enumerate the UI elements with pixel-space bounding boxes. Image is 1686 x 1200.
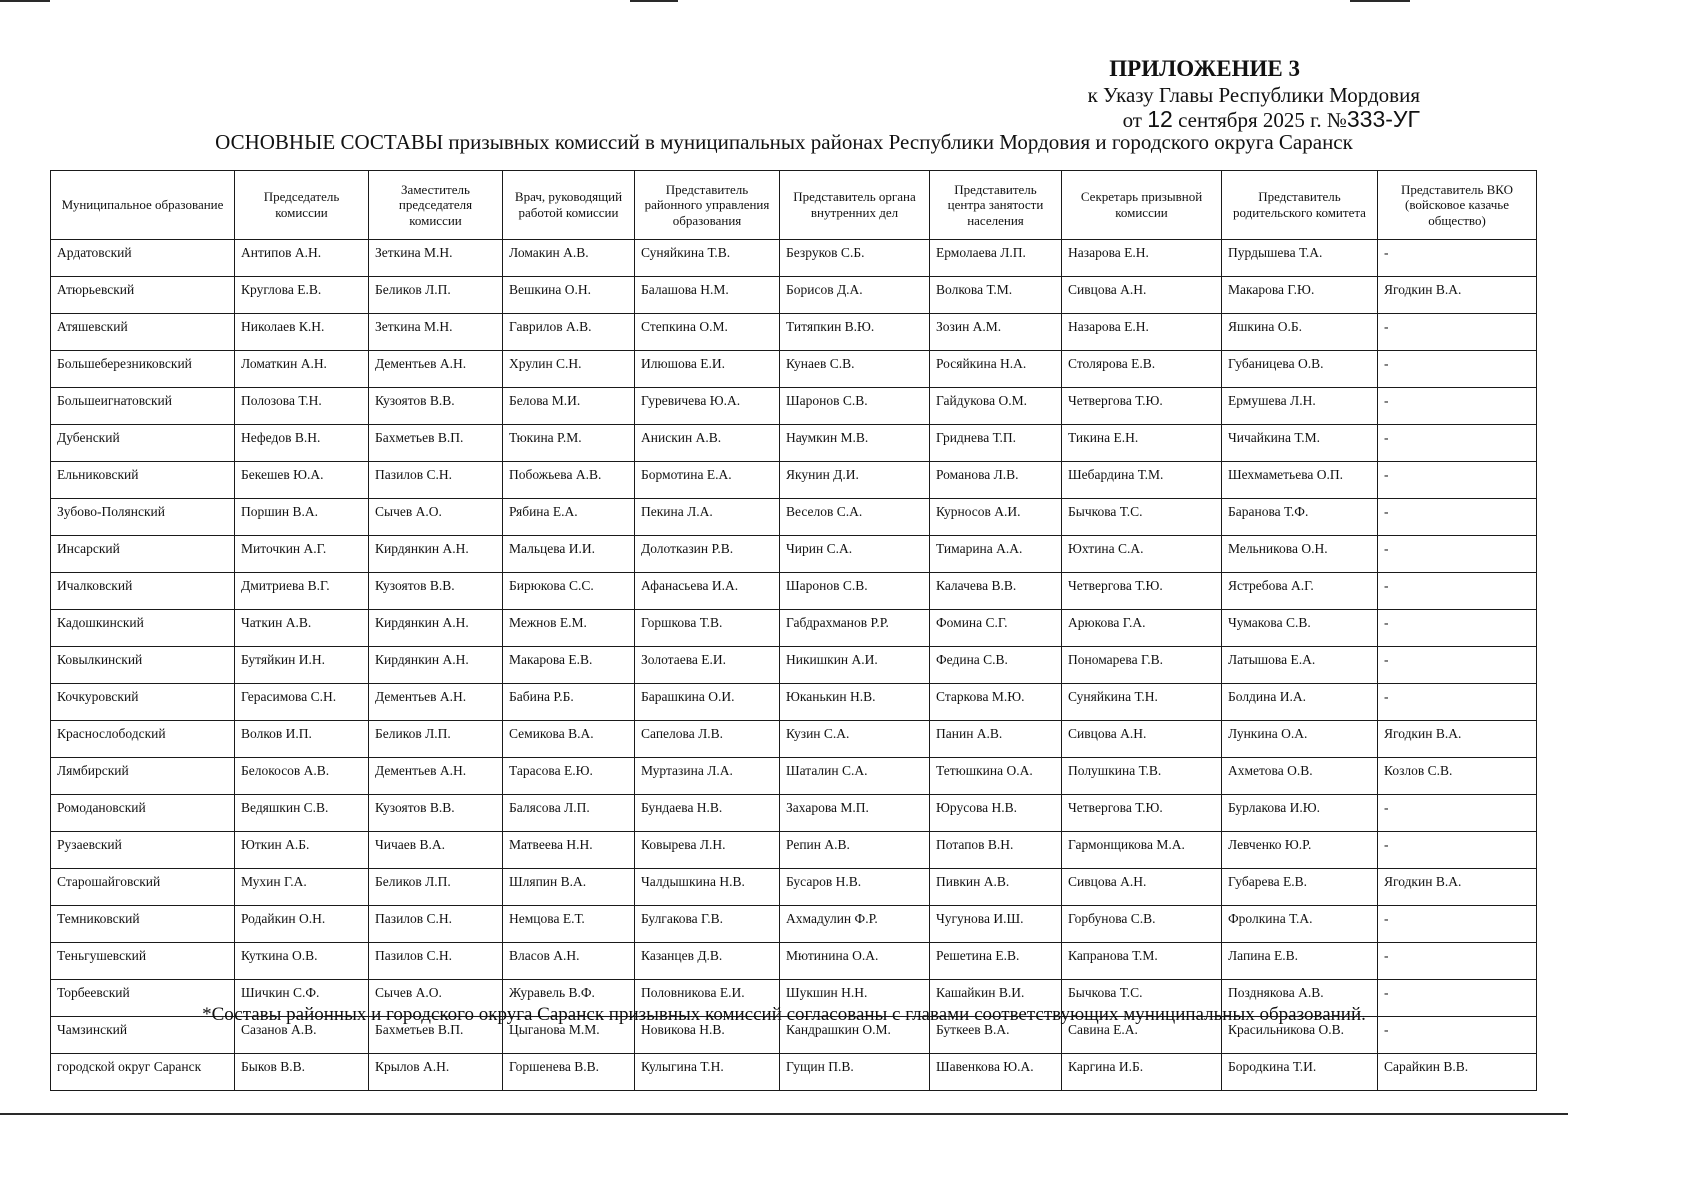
member-cell: Новикова Н.В.: [635, 1017, 780, 1054]
member-cell: Якунин Д.И.: [780, 462, 930, 499]
member-cell: Зеткина М.Н.: [369, 240, 503, 277]
member-cell: Зозин А.М.: [930, 314, 1062, 351]
member-cell: Сычев А.О.: [369, 499, 503, 536]
scan-edge-top-left: [0, 0, 50, 2]
column-header: Врач, руководящий работой комиссии: [503, 171, 635, 240]
member-cell: Калачева В.В.: [930, 573, 1062, 610]
municipality-cell: Ромодановский: [51, 795, 235, 832]
scan-edge-top-right: [1350, 0, 1410, 2]
municipality-cell: Кадошкинский: [51, 610, 235, 647]
member-cell: -: [1378, 573, 1537, 610]
table-row: [51, 314, 1537, 351]
member-cell: Тюкина Р.М.: [503, 425, 635, 462]
member-cell: Шляпин В.А.: [503, 869, 635, 906]
member-cell: Поршин В.А.: [235, 499, 369, 536]
member-cell: Мельникова О.Н.: [1222, 536, 1378, 573]
member-cell: Фролкина Т.А.: [1222, 906, 1378, 943]
member-cell: Кузоятов В.В.: [369, 388, 503, 425]
column-header: Председатель комиссии: [235, 171, 369, 240]
table-body: [51, 240, 1537, 1091]
member-cell: Бычкова Т.С.: [1062, 499, 1222, 536]
member-cell: Мютинина О.А.: [780, 943, 930, 980]
date-rest: сентября 2025 г. №: [1178, 108, 1347, 133]
footnote: *Составы районных и городского округа Саранск призывных комиссий согласованы с главами соответствующих муниципальных образований.: [202, 1004, 1366, 1025]
member-cell: Юткин А.Б.: [235, 832, 369, 869]
member-cell: Бормотина Е.А.: [635, 462, 780, 499]
member-cell: Зеткина М.Н.: [369, 314, 503, 351]
member-cell: -: [1378, 499, 1537, 536]
member-cell: Бабина Р.Б.: [503, 684, 635, 721]
member-cell: Рябина Е.А.: [503, 499, 635, 536]
municipality-cell: Старошайговский: [51, 869, 235, 906]
member-cell: Долотказин Р.В.: [635, 536, 780, 573]
member-cell: Кунаев С.В.: [780, 351, 930, 388]
member-cell: Ахметова О.В.: [1222, 758, 1378, 795]
member-cell: Родайкин О.Н.: [235, 906, 369, 943]
scan-edge-bottom: [0, 1113, 1568, 1115]
date-prefix: от: [1122, 108, 1142, 133]
member-cell: Баранова Т.Ф.: [1222, 499, 1378, 536]
table-row: [51, 462, 1537, 499]
member-cell: Муртазина Л.А.: [635, 758, 780, 795]
member-cell: Красильникова О.В.: [1222, 1017, 1378, 1054]
member-cell: Габдрахманов Р.Р.: [780, 610, 930, 647]
member-cell: Ермушева Л.Н.: [1222, 388, 1378, 425]
table-row: [51, 351, 1537, 388]
member-cell: Ягодкин В.А.: [1378, 721, 1537, 758]
member-cell: -: [1378, 240, 1537, 277]
member-cell: Чичайкина Т.М.: [1222, 425, 1378, 462]
member-cell: Волкова Т.М.: [930, 277, 1062, 314]
member-cell: Гущин П.В.: [780, 1054, 930, 1091]
appendix-reference: к Указу Главы Республики Мордовия: [1087, 82, 1420, 107]
member-cell: Столярова Е.В.: [1062, 351, 1222, 388]
member-cell: -: [1378, 610, 1537, 647]
member-cell: Тимарина А.А.: [930, 536, 1062, 573]
member-cell: Горшенева В.В.: [503, 1054, 635, 1091]
municipality-cell: Рузаевский: [51, 832, 235, 869]
member-cell: -: [1378, 906, 1537, 943]
member-cell: Лапина Е.В.: [1222, 943, 1378, 980]
member-cell: Латышова Е.А.: [1222, 647, 1378, 684]
member-cell: Межнов Е.М.: [503, 610, 635, 647]
member-cell: Ермолаева Л.П.: [930, 240, 1062, 277]
member-cell: Кандрашкин О.М.: [780, 1017, 930, 1054]
column-header: Секретарь призывной комиссии: [1062, 171, 1222, 240]
member-cell: Болдина И.А.: [1222, 684, 1378, 721]
member-cell: Шичкин С.Ф.: [235, 980, 369, 1017]
municipality-cell: Ковылкинский: [51, 647, 235, 684]
municipality-cell: Атяшевский: [51, 314, 235, 351]
column-header: Представитель ВКО (войсковое казачье общество): [1378, 171, 1537, 240]
scan-edge-top-center: [630, 0, 678, 2]
member-cell: Тетюшкина О.А.: [930, 758, 1062, 795]
member-cell: Суняйкина Т.Н.: [1062, 684, 1222, 721]
member-cell: Сивцова А.Н.: [1062, 721, 1222, 758]
decree-number: 333-УГ: [1346, 106, 1420, 133]
table-row: [51, 869, 1537, 906]
member-cell: Репин А.В.: [780, 832, 930, 869]
table-row: [51, 758, 1537, 795]
table-row: [51, 610, 1537, 647]
member-cell: -: [1378, 684, 1537, 721]
member-cell: Золотаева Е.И.: [635, 647, 780, 684]
member-cell: Мухин Г.А.: [235, 869, 369, 906]
member-cell: Николаев К.Н.: [235, 314, 369, 351]
table-row: [51, 277, 1537, 314]
member-cell: Четвергова Т.Ю.: [1062, 795, 1222, 832]
member-cell: Назарова Е.Н.: [1062, 240, 1222, 277]
member-cell: Назарова Е.Н.: [1062, 314, 1222, 351]
member-cell: Кирдянкин А.Н.: [369, 536, 503, 573]
member-cell: Шехмаметьева О.П.: [1222, 462, 1378, 499]
member-cell: Побожьева А.В.: [503, 462, 635, 499]
column-header: Представитель органа внутренних дел: [780, 171, 930, 240]
member-cell: Нефедов В.Н.: [235, 425, 369, 462]
column-header: Представитель районного управления образования: [635, 171, 780, 240]
table-header-row: [51, 171, 1537, 240]
municipality-cell: Чамзинский: [51, 1017, 235, 1054]
member-cell: Гриднева Т.П.: [930, 425, 1062, 462]
member-cell: Антипов А.Н.: [235, 240, 369, 277]
member-cell: Макарова Е.В.: [503, 647, 635, 684]
member-cell: Матвеева Н.Н.: [503, 832, 635, 869]
member-cell: Шавенкова Ю.А.: [930, 1054, 1062, 1091]
member-cell: Никишкин А.И.: [780, 647, 930, 684]
table-row: [51, 795, 1537, 832]
column-header: Заместитель председателя комиссии: [369, 171, 503, 240]
member-cell: Власов А.Н.: [503, 943, 635, 980]
member-cell: Кузин С.А.: [780, 721, 930, 758]
table-row: [51, 832, 1537, 869]
member-cell: Гармонщикова М.А.: [1062, 832, 1222, 869]
municipality-cell: Дубенский: [51, 425, 235, 462]
member-cell: Ястребова А.Г.: [1222, 573, 1378, 610]
member-cell: Гуревичева Ю.А.: [635, 388, 780, 425]
member-cell: Кашайкин В.И.: [930, 980, 1062, 1017]
member-cell: Суняйкина Т.В.: [635, 240, 780, 277]
member-cell: Половникова Е.И.: [635, 980, 780, 1017]
member-cell: Романова Л.В.: [930, 462, 1062, 499]
member-cell: -: [1378, 314, 1537, 351]
member-cell: Ломаткин А.Н.: [235, 351, 369, 388]
member-cell: Титяпкин В.Ю.: [780, 314, 930, 351]
commission-roster-table: [50, 170, 1537, 1091]
column-header: Представитель родительского комитета: [1222, 171, 1378, 240]
member-cell: Шаталин С.А.: [780, 758, 930, 795]
table-row: [51, 943, 1537, 980]
member-cell: Четвергова Т.Ю.: [1062, 388, 1222, 425]
member-cell: Бурлакова И.Ю.: [1222, 795, 1378, 832]
member-cell: Волков И.П.: [235, 721, 369, 758]
member-cell: Бекешев Ю.А.: [235, 462, 369, 499]
appendix-header: [1088, 56, 1420, 133]
municipality-cell: Теньгушевский: [51, 943, 235, 980]
member-cell: Губаницева О.В.: [1222, 351, 1378, 388]
member-cell: Семикова В.А.: [503, 721, 635, 758]
member-cell: Юканькин Н.В.: [780, 684, 930, 721]
member-cell: Ягодкин В.А.: [1378, 277, 1537, 314]
member-cell: -: [1378, 647, 1537, 684]
document-title: ОСНОВНЫЕ СОСТАВЫ призывных комиссий в муниципальных районах Республики Мордовия и городского округа Саранск: [215, 130, 1353, 154]
member-cell: Чирин С.А.: [780, 536, 930, 573]
member-cell: Савина Е.А.: [1062, 1017, 1222, 1054]
member-cell: Беликов Л.П.: [369, 721, 503, 758]
member-cell: Юхтина С.А.: [1062, 536, 1222, 573]
member-cell: Дементьев А.Н.: [369, 351, 503, 388]
member-cell: Кирдянкин А.Н.: [369, 610, 503, 647]
member-cell: -: [1378, 388, 1537, 425]
member-cell: Сивцова А.Н.: [1062, 869, 1222, 906]
member-cell: Веселов С.А.: [780, 499, 930, 536]
table-row: [51, 499, 1537, 536]
member-cell: Росяйкина Н.А.: [930, 351, 1062, 388]
municipality-cell: Краснослободский: [51, 721, 235, 758]
column-header: Представитель центра занятости населения: [930, 171, 1062, 240]
member-cell: Позднякова А.В.: [1222, 980, 1378, 1017]
member-cell: Казанцев Д.В.: [635, 943, 780, 980]
member-cell: Бирюкова С.С.: [503, 573, 635, 610]
member-cell: Кирдянкин А.Н.: [369, 647, 503, 684]
member-cell: Ковырева Л.Н.: [635, 832, 780, 869]
member-cell: Чалдышкина Н.В.: [635, 869, 780, 906]
column-header: Муниципальное образование: [51, 171, 235, 240]
member-cell: Сапелова Л.В.: [635, 721, 780, 758]
member-cell: Горбунова С.В.: [1062, 906, 1222, 943]
member-cell: Макарова Г.Ю.: [1222, 277, 1378, 314]
municipality-cell: Торбеевский: [51, 980, 235, 1017]
municipality-cell: городской округ Саранск: [51, 1054, 235, 1091]
member-cell: Чичаев В.А.: [369, 832, 503, 869]
member-cell: -: [1378, 462, 1537, 499]
member-cell: Гаврилов А.В.: [503, 314, 635, 351]
municipality-cell: Ардатовский: [51, 240, 235, 277]
member-cell: Четвергова Т.Ю.: [1062, 573, 1222, 610]
member-cell: Пекина Л.А.: [635, 499, 780, 536]
member-cell: Тикина Е.Н.: [1062, 425, 1222, 462]
member-cell: Панин А.В.: [930, 721, 1062, 758]
member-cell: Пурдышева Т.А.: [1222, 240, 1378, 277]
member-cell: Ломакин А.В.: [503, 240, 635, 277]
member-cell: Наумкин М.В.: [780, 425, 930, 462]
member-cell: Гайдукова О.М.: [930, 388, 1062, 425]
member-cell: Чумакова С.В.: [1222, 610, 1378, 647]
member-cell: Захарова М.П.: [780, 795, 930, 832]
member-cell: Бычкова Т.С.: [1062, 980, 1222, 1017]
table-row: [51, 684, 1537, 721]
member-cell: Степкина О.М.: [635, 314, 780, 351]
member-cell: Куткина О.В.: [235, 943, 369, 980]
member-cell: Решетина Е.В.: [930, 943, 1062, 980]
member-cell: Капранова Т.М.: [1062, 943, 1222, 980]
member-cell: Сарайкин В.В.: [1378, 1054, 1537, 1091]
member-cell: Чугунова И.Ш.: [930, 906, 1062, 943]
member-cell: Дементьев А.Н.: [369, 758, 503, 795]
member-cell: Быков В.В.: [235, 1054, 369, 1091]
municipality-cell: Ичалковский: [51, 573, 235, 610]
municipality-cell: Инсарский: [51, 536, 235, 573]
member-cell: Козлов С.В.: [1378, 758, 1537, 795]
date-day: 12: [1147, 106, 1173, 133]
member-cell: -: [1378, 943, 1537, 980]
member-cell: Белова М.И.: [503, 388, 635, 425]
member-cell: Цыганова М.М.: [503, 1017, 635, 1054]
member-cell: -: [1378, 536, 1537, 573]
table-row: [51, 1054, 1537, 1091]
member-cell: Анискин А.В.: [635, 425, 780, 462]
member-cell: Бахметьев В.П.: [369, 1017, 503, 1054]
table-row: [51, 906, 1537, 943]
municipality-cell: Большеберезниковский: [51, 351, 235, 388]
member-cell: Булгакова Г.В.: [635, 906, 780, 943]
member-cell: Журавель В.Ф.: [503, 980, 635, 1017]
table-row: [51, 573, 1537, 610]
member-cell: Юрусова Н.В.: [930, 795, 1062, 832]
member-cell: Ягодкин В.А.: [1378, 869, 1537, 906]
member-cell: Дементьев А.Н.: [369, 684, 503, 721]
member-cell: Левченко Ю.Р.: [1222, 832, 1378, 869]
member-cell: Кузоятов В.В.: [369, 573, 503, 610]
table-row: [51, 240, 1537, 277]
table-row: [51, 388, 1537, 425]
member-cell: Чаткин А.В.: [235, 610, 369, 647]
member-cell: Ахмадулин Ф.Р.: [780, 906, 930, 943]
member-cell: Сивцова А.Н.: [1062, 277, 1222, 314]
table-row: [51, 721, 1537, 758]
member-cell: Шебардина Т.М.: [1062, 462, 1222, 499]
member-cell: Полушкина Т.В.: [1062, 758, 1222, 795]
member-cell: -: [1378, 980, 1537, 1017]
member-cell: Старкова М.Ю.: [930, 684, 1062, 721]
member-cell: Яшкина О.Б.: [1222, 314, 1378, 351]
member-cell: Полозова Т.Н.: [235, 388, 369, 425]
member-cell: Сычев А.О.: [369, 980, 503, 1017]
table-row: [51, 425, 1537, 462]
member-cell: Хрулин С.Н.: [503, 351, 635, 388]
member-cell: Беликов Л.П.: [369, 277, 503, 314]
member-cell: Горшкова Т.В.: [635, 610, 780, 647]
member-cell: Кулыгина Т.Н.: [635, 1054, 780, 1091]
member-cell: Ведяшкин С.В.: [235, 795, 369, 832]
member-cell: Пазилов С.Н.: [369, 943, 503, 980]
member-cell: -: [1378, 1017, 1537, 1054]
member-cell: Губарева Е.В.: [1222, 869, 1378, 906]
member-cell: Бахметьев В.П.: [369, 425, 503, 462]
municipality-cell: Лямбирский: [51, 758, 235, 795]
member-cell: Афанасьева И.А.: [635, 573, 780, 610]
member-cell: Мальцева И.И.: [503, 536, 635, 573]
member-cell: Арюкова Г.А.: [1062, 610, 1222, 647]
member-cell: Крылов А.Н.: [369, 1054, 503, 1091]
member-cell: Бородкина Т.И.: [1222, 1054, 1378, 1091]
member-cell: Барашкина О.И.: [635, 684, 780, 721]
municipality-cell: Ельниковский: [51, 462, 235, 499]
member-cell: Сазанов А.В.: [235, 1017, 369, 1054]
member-cell: Тарасова Е.Ю.: [503, 758, 635, 795]
member-cell: Белокосов А.В.: [235, 758, 369, 795]
member-cell: Балашова Н.М.: [635, 277, 780, 314]
member-cell: Лункина О.А.: [1222, 721, 1378, 758]
member-cell: -: [1378, 832, 1537, 869]
municipality-cell: Атюрьевский: [51, 277, 235, 314]
member-cell: -: [1378, 425, 1537, 462]
member-cell: Дмитриева В.Г.: [235, 573, 369, 610]
member-cell: Беликов Л.П.: [369, 869, 503, 906]
member-cell: Борисов Д.А.: [780, 277, 930, 314]
municipality-cell: Большеигнатовский: [51, 388, 235, 425]
member-cell: Немцова Е.Т.: [503, 906, 635, 943]
member-cell: Каргина И.Б.: [1062, 1054, 1222, 1091]
member-cell: Бундаева Н.В.: [635, 795, 780, 832]
municipality-cell: Темниковский: [51, 906, 235, 943]
member-cell: Миточкин А.Г.: [235, 536, 369, 573]
table-row: [51, 536, 1537, 573]
member-cell: Балясова Л.П.: [503, 795, 635, 832]
member-cell: Герасимова С.Н.: [235, 684, 369, 721]
member-cell: Федина С.В.: [930, 647, 1062, 684]
member-cell: Пазилов С.Н.: [369, 462, 503, 499]
member-cell: -: [1378, 795, 1537, 832]
member-cell: Илюшова Е.И.: [635, 351, 780, 388]
member-cell: Пономарева Г.В.: [1062, 647, 1222, 684]
table-row: [51, 647, 1537, 684]
member-cell: Курносов А.И.: [930, 499, 1062, 536]
member-cell: Фомина С.Г.: [930, 610, 1062, 647]
member-cell: Пивкин А.В.: [930, 869, 1062, 906]
member-cell: Потапов В.Н.: [930, 832, 1062, 869]
appendix-title: ПРИЛОЖЕНИЕ 3: [1109, 56, 1300, 81]
member-cell: Вешкина О.Н.: [503, 277, 635, 314]
member-cell: Шаронов С.В.: [780, 573, 930, 610]
member-cell: Бутяйкин И.Н.: [235, 647, 369, 684]
municipality-cell: Кочкуровский: [51, 684, 235, 721]
member-cell: Бусаров Н.В.: [780, 869, 930, 906]
member-cell: Шаронов С.В.: [780, 388, 930, 425]
member-cell: Кузоятов В.В.: [369, 795, 503, 832]
member-cell: -: [1378, 351, 1537, 388]
member-cell: Пазилов С.Н.: [369, 906, 503, 943]
municipality-cell: Зубово-Полянский: [51, 499, 235, 536]
member-cell: Круглова Е.В.: [235, 277, 369, 314]
member-cell: Буткеев В.А.: [930, 1017, 1062, 1054]
member-cell: Безруков С.Б.: [780, 240, 930, 277]
member-cell: Шукшин Н.Н.: [780, 980, 930, 1017]
